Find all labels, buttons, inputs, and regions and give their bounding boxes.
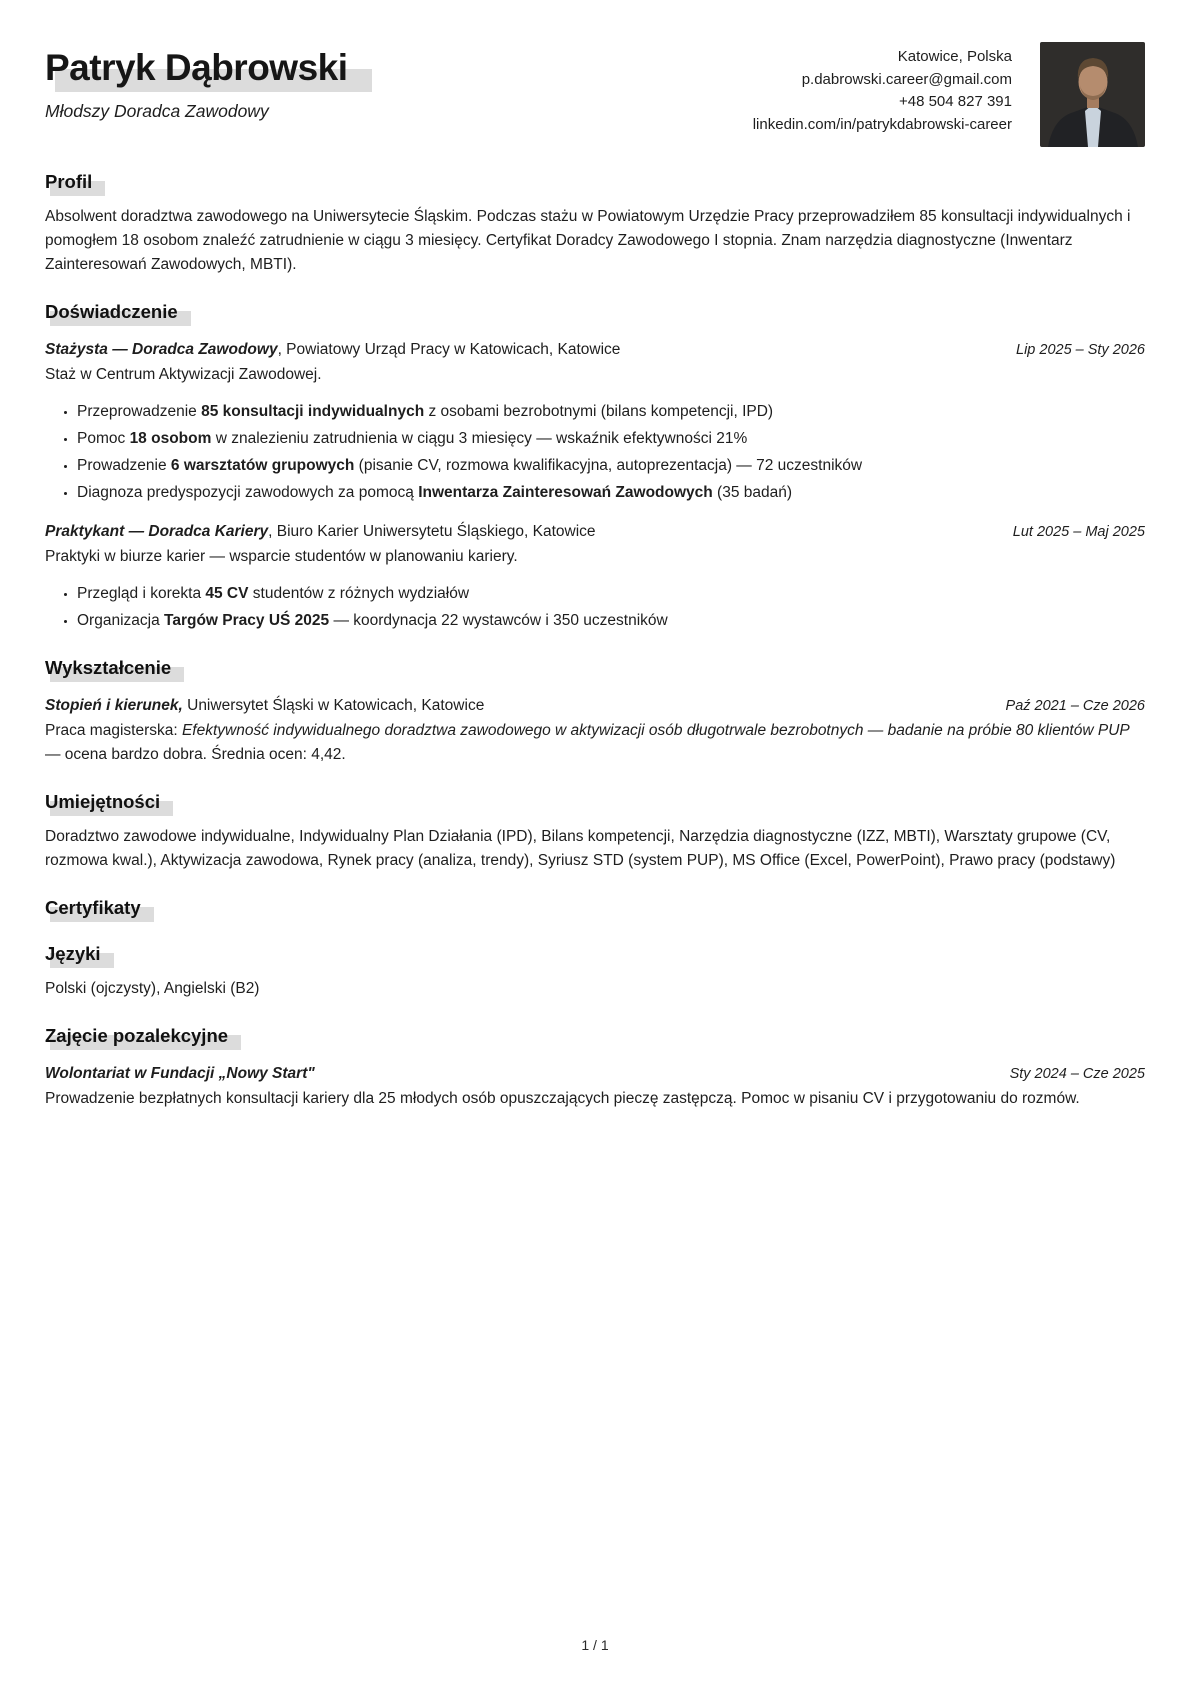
section-skills [45, 791, 1145, 873]
volunteer-role: Wolontariat w Fundacji „Nowy Start" [45, 1065, 315, 1082]
entry-bullets [45, 582, 1145, 633]
profil-heading: Profil [45, 171, 93, 192]
entry-header [45, 521, 1145, 543]
entry-header [45, 695, 1145, 717]
contact-email: p.dabrowski.career@gmail.com [801, 70, 1012, 88]
experience-entry [45, 339, 1145, 505]
entry-title [45, 521, 596, 543]
person-name-text: Patryk Dąbrowski [45, 47, 348, 88]
entry-dates: Lip 2025 – Sty 2026 [1016, 342, 1145, 358]
section-experience [45, 301, 1145, 633]
header [45, 42, 1145, 147]
activities-body: Prowadzenie bezpłatnych konsultacji kariery dla 25 młodych osób opuszczających pieczę zastępczą. Pomoc w pisaniu CV i przygotowaniu do rozmów. [45, 1090, 1080, 1107]
entry-org: , Powiatowy Urząd Pracy w Katowicach, Katowice [277, 341, 621, 358]
thesis-text: Praca magisterska: Efektywność indywidualnego doradztwa zawodowego w aktywizacji osób długotrwale bezrobotnych — badanie na próbie 80 klientów PUP — ocena bardzo dobra. Średnia ocen: 4,42. [45, 722, 1130, 763]
section-languages [45, 943, 1145, 1001]
activities-heading: Zajęcie pozalekcyjne [45, 1025, 229, 1046]
entry-summary: Staż w Centrum Aktywizacji Zawodowej. [45, 366, 322, 383]
activities-entry [45, 1063, 1145, 1111]
contact-info [753, 42, 1012, 136]
entry-title [45, 695, 484, 717]
thesis-title: Efektywność indywidualnego doradztwa zawodowego w aktywizacji osób długotrwale bezrobotnych — badanie na próbie 80 klientów PUP [181, 722, 1130, 739]
school-name: Uniwersytet Śląski w Katowicach, Katowice [182, 697, 485, 714]
skills-heading: Umiejętności [45, 791, 161, 812]
entry-role: Stażysta — Doradca Zawodowy [45, 341, 278, 358]
entry-bullets [45, 400, 1145, 505]
entry-header [45, 339, 1145, 361]
section-education [45, 657, 1145, 767]
entry-title [45, 339, 620, 361]
bullet-item: • Diagnoza predyspozycji zawodowych za pomocą Inwentarza Zainteresowań Zawodowych (35 badań) [77, 481, 1145, 505]
entry-org: , Biuro Karier Uniwersytetu Śląskiego, Katowice [268, 523, 596, 540]
experience-entry [45, 521, 1145, 633]
degree-label: Stopień i kierunek, [45, 697, 183, 714]
bullet-item: • Przegląd i korekta 45 CV studentów z różnych wydziałów [77, 582, 1145, 606]
profil-body: Absolwent doradztwa zawodowego na Uniwersytecie Śląskim. Podczas stażu w Powiatowym Urzędzie Pracy przeprowadziłem 85 konsultacji indywidualnych i pomogłem 18 osobom znaleźć zatrudnienie w ciągu 3 miesięcy. Certyfikat Doradcy Zawodowego I stopnia. Znam narzędzia diagnostyczne (Inwentarz Zainteresowań Zawodowych, MBTI). [45, 208, 1131, 273]
skills-body: Doradztwo zawodowe indywidualne, Indywidualny Plan Działania (IPD), Bilans kompetencji, Narzędzia diagnostyczne (IZZ, MBTI), Warsztaty grupowe (CV, rozmowa kwal.), Aktywizacja zawodowa, Rynek pracy (analiza, trendy), Syriusz STD (system PUP), MS Office (Excel, PowerPoint), Prawo pracy (podstawy) [45, 828, 1116, 869]
contact-phone: +48 504 827 391 [898, 93, 1012, 110]
section-profil [45, 171, 1145, 277]
section-certificates [45, 897, 1145, 919]
activities-dates: Sty 2024 – Cze 2025 [1009, 1066, 1145, 1082]
contact-location: Katowice, Polska [897, 48, 1012, 65]
education-entry [45, 695, 1145, 767]
profile-photo [1040, 42, 1145, 147]
page-number: 1 / 1 [581, 1637, 609, 1653]
person-job-title: Młodszy Doradca Zawodowy [45, 100, 269, 121]
entry-title [45, 1063, 315, 1085]
entry-header [45, 1063, 1145, 1085]
experience-heading: Doświadczenie [45, 301, 178, 322]
education-heading: Wykształcenie [45, 657, 172, 678]
header-contact-block [753, 42, 1145, 147]
person-name [45, 48, 348, 89]
bullet-item: • Przeprowadzenie 85 konsultacji indywidualnych z osobami bezrobotnymi (bilans kompetencji, IPD) [77, 400, 1145, 424]
section-activities [45, 1025, 1145, 1111]
certificates-heading: Certyfikaty [45, 897, 141, 918]
entry-dates: Lut 2025 – Maj 2025 [1012, 524, 1145, 540]
bullet-item: • Pomoc 18 osobom w znalezieniu zatrudnienia w ciągu 3 miesięcy — wskaźnik efektywności 21% [77, 427, 1145, 451]
languages-heading: Języki [45, 943, 101, 964]
entry-summary: Praktyki w biurze karier — wsparcie studentów w planowaniu kariery. [45, 548, 518, 565]
bullet-item: • Prowadzenie 6 warsztatów grupowych (pisanie CV, rozmowa kwalifikacyjna, autoprezentacja) — 72 uczestników [77, 454, 1145, 478]
entry-role: Praktykant — Doradca Kariery [45, 523, 269, 540]
education-dates: Paź 2021 – Cze 2026 [1005, 698, 1145, 714]
header-identity [45, 42, 348, 122]
bullet-item: • Organizacja Targów Pracy UŚ 2025 — koordynacja 22 wystawców i 350 uczestników [77, 609, 1145, 633]
contact-linkedin: linkedin.com/in/patrykdabrowski-career [752, 115, 1012, 133]
languages-body: Polski (ojczysty), Angielski (B2) [45, 980, 260, 997]
